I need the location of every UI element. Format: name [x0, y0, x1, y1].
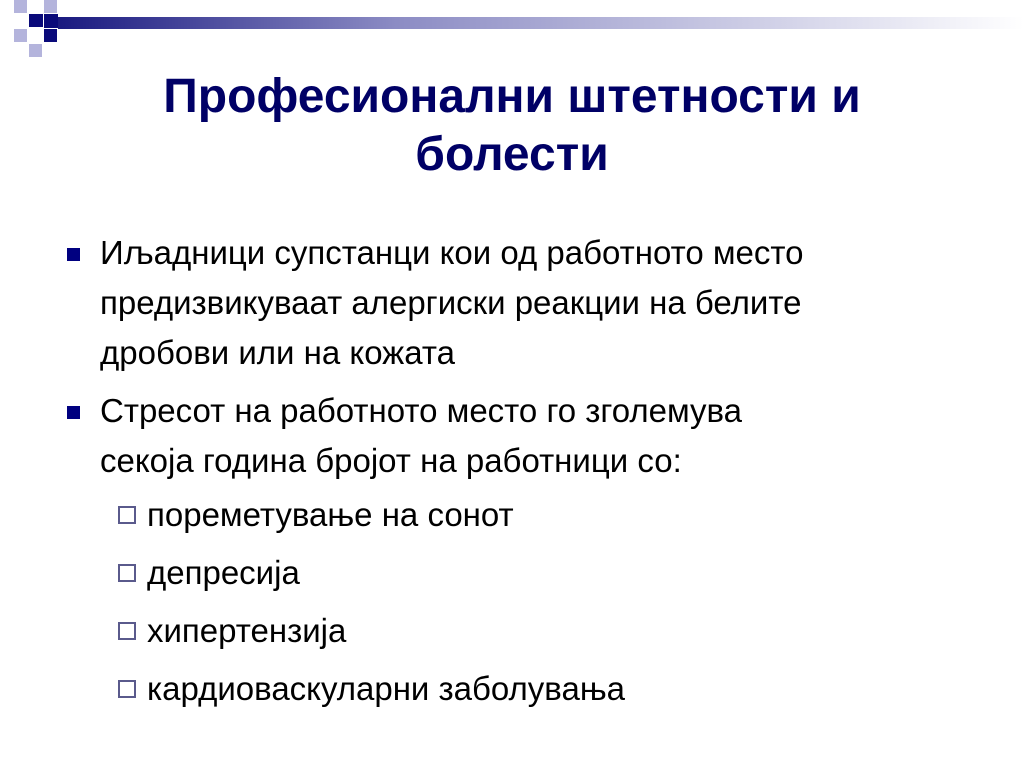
bullet-item	[62, 386, 982, 486]
sub-bullet-text: депресија	[147, 554, 300, 591]
slide-title	[60, 68, 964, 184]
hollow-square-bullet-icon	[118, 506, 136, 524]
title-line-1: Професионални штетности и	[163, 70, 861, 123]
decor-square	[14, 29, 27, 42]
decor-square	[44, 14, 58, 28]
decor-square	[14, 0, 27, 13]
decor-square	[44, 0, 57, 13]
sub-bullet-text: кардиоваскуларни заболувања	[147, 670, 625, 707]
bullet-text-line: дробови или на кожата	[100, 334, 455, 371]
bullet-text-line: Иљадници супстанци кои од работното место	[100, 234, 804, 271]
decor-square	[29, 14, 43, 27]
sub-bullet-text: хипертензија	[147, 612, 347, 649]
slide-content	[62, 228, 982, 726]
sub-bullet-item	[62, 668, 982, 710]
sub-bullet-item	[62, 610, 982, 652]
bullet-text-line: Стресот на работното место го зголемува	[100, 392, 743, 429]
header-gradient-stripe	[58, 17, 1024, 29]
sub-bullet-item	[62, 552, 982, 594]
sub-bullet-text: пореметување на сонот	[147, 496, 514, 533]
sub-bullet-item	[62, 494, 982, 536]
bullet-text-line: предизвикуваат алергиски реакции на белите	[100, 284, 802, 321]
square-bullet-icon	[67, 406, 80, 419]
bullet-text-line: секоја година бројот на работници со:	[100, 442, 682, 479]
decor-square	[29, 44, 42, 57]
hollow-square-bullet-icon	[118, 622, 136, 640]
hollow-square-bullet-icon	[118, 680, 136, 698]
square-bullet-icon	[67, 248, 80, 261]
decor-square	[44, 29, 57, 42]
title-line-2: болести	[415, 128, 609, 181]
bullet-item	[62, 228, 982, 378]
hollow-square-bullet-icon	[118, 564, 136, 582]
